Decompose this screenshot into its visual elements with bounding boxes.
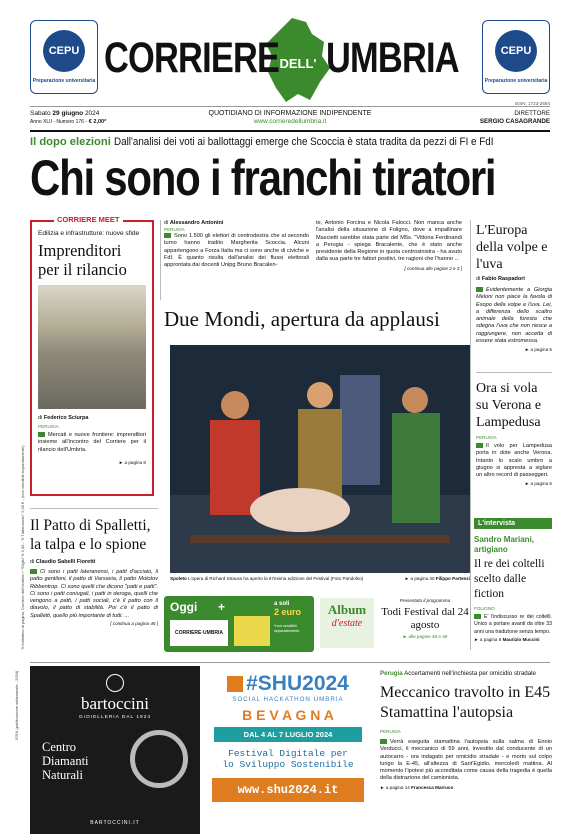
lead-col2: te, Antonio Forcina e Nicola Falocci. Non manca anche l'analisi della situazione di Foligno, dove a impallinare Mascietti sarebbe stata parte del M5s. "Vittoria Ferdinandi a Perugia - spiega Bracalente, che è stato anche presidente della Regione in quota centrosinistra - ha avuto dalla sua parte tre fattori positivi, tre ragioni che l'hanno ... bbox=[316, 220, 462, 263]
lead-kicker: Il dopo elezioni Dall'analisi dei voti ai ballottaggi emerge che Scoccia è stata tradita da pezzi di FI e FdI bbox=[30, 136, 494, 148]
intervista-label: L'intervista bbox=[474, 518, 552, 529]
intervista-name: Sandro Mariani, artigiano bbox=[474, 535, 535, 554]
cepu-logo: CEPU bbox=[495, 30, 537, 72]
promo-todi[interactable]: Presentato il programma Todi Festival dal 24 agosto ► alle pagine 48 e 49 bbox=[381, 598, 469, 639]
meet-photo bbox=[38, 285, 146, 409]
cepu-ad-text: Preparazione universitaria bbox=[484, 78, 548, 84]
spalletti-title[interactable]: Il Patto di Spalletti, la talpa e lo spione bbox=[30, 517, 151, 553]
title-left: CORRIERE bbox=[104, 34, 280, 82]
lead-col1: Sono 1.500 gli elettori di centrodestra che al secondo turno hanno tradito Margherita Scoccia. Alcuni appartengono a Forza Italia ma ci sono anche di civiche e FdI. È quanto risulta dall'analisi dei flussi elettorali approntata dai docenti Unipg Bruno Bracalen- bbox=[164, 233, 309, 269]
meet-label: CORRIERE MEET bbox=[54, 215, 123, 224]
meccanico-page[interactable]: ► a pagina 14 Francesca Marruco bbox=[380, 784, 454, 790]
website-link[interactable]: www.corrieredellumbria.it bbox=[253, 118, 327, 125]
europa-title[interactable]: L'Europa della volpe e l'uva bbox=[476, 223, 548, 272]
verona-title[interactable]: Ora si vola su Verona e Lampedusa bbox=[476, 381, 542, 430]
cepu-logo: CEPU bbox=[43, 30, 85, 72]
mondi-photo bbox=[170, 345, 470, 573]
ad-shu[interactable]: #SHU2024 SOCIAL HACKATHON UMBRIA B E V A G N A DAL 4 AL 7 LUGLIO 2024 Festival Digitale per lo Sviluppo Sostenibile www.shu2024.it bbox=[208, 672, 368, 834]
tagline: QUOTIDIANO DI INFORMAZIONE INDIPENDENTE www.corrieredellumbria.it bbox=[180, 110, 400, 126]
director: DIRETTORE SERGIO CASAGRANDE bbox=[479, 110, 550, 125]
side-note: "Il bollettino di pagina, Corriere dell'Umbria + "Giglio" € 2,00 - "Il Tuttomondo" 2,00 € - (non vendibili separatamente) bbox=[20, 445, 25, 650]
meet-box[interactable]: CORRIERE MEET Edilizia e infrastrutture: nuove sfide Imprenditori per il rilancio di Federico Sciurpa PERUGIA Mercati e nuove frontiere: imprenditori insieme all'incontro del Corriere per il rilancio dell'Umbria. ► a pagina 8 bbox=[30, 220, 154, 496]
lead-headline[interactable]: Chi sono i franchi tiratori bbox=[30, 150, 496, 206]
verona-page[interactable]: ► a pagina 5 bbox=[524, 481, 552, 487]
lead-continue[interactable]: [ continua alle pagine 2 e 3 ] bbox=[404, 265, 462, 271]
issn: ISSN: 1723-2694 bbox=[514, 101, 550, 106]
ad-bartoccini[interactable]: bartoccini GIOIELLERIA DAL 1924 Centro Diamanti Naturali BARTOCCINI.IT bbox=[30, 666, 200, 834]
mondi-caption: Spoleto L'opera di Richard Strauss ha aperto la 67esima edizione del Festival (Foto Pandolso) bbox=[170, 576, 364, 581]
ring-image bbox=[130, 730, 188, 788]
bartoccini-logo-icon bbox=[106, 674, 124, 692]
meet-page-link[interactable]: ► a pagina 8 bbox=[118, 459, 146, 465]
meccanico-kicker: Perugia Accertamenti nell'inchiesta per omicidio stradale bbox=[380, 670, 536, 677]
mondi-title[interactable]: Due Mondi, apertura da applausi bbox=[164, 307, 440, 331]
title-right: UMBRIA bbox=[326, 34, 459, 82]
cepu-ad-right[interactable] bbox=[482, 20, 550, 94]
side-note-2: ISSN (publicazione settimanale - 2004) bbox=[14, 670, 19, 740]
intervista-title[interactable]: Il re dei coltelli scelto dalle fiction bbox=[474, 558, 545, 600]
cepu-ad-left[interactable] bbox=[30, 20, 98, 94]
mondi-page[interactable]: ► a pagina 30 Filippo Partenzi bbox=[404, 576, 470, 581]
date-block: Sabato 29 giugno 2024 Anno XLII - Numero 176 - € 2,00* bbox=[30, 110, 107, 125]
promo-album[interactable]: Album d'estate bbox=[320, 598, 374, 648]
cepu-ad-text: Preparazione universitaria bbox=[32, 78, 96, 84]
meccanico-title[interactable]: Meccanico travolto in E45 Stamattina l'autopsia bbox=[380, 684, 551, 721]
title-mid: DELL' bbox=[279, 56, 317, 71]
spalletti-continue[interactable]: [ continua a pagina 46 ] bbox=[110, 621, 158, 627]
promo-oggi[interactable]: Oggi + CORRIERE·UMBRIA a soli 2 euro *non vendibili separatamente bbox=[164, 596, 314, 652]
europa-page[interactable]: ► a pagina 5 bbox=[524, 347, 552, 353]
meet-kicker: Edilizia e infrastrutture: nuove sfide bbox=[38, 230, 140, 237]
meet-title: Imprenditori per il rilancio bbox=[38, 241, 127, 279]
intervista-page[interactable]: ► a pagina 8 Maurizio Muccini bbox=[474, 636, 540, 642]
